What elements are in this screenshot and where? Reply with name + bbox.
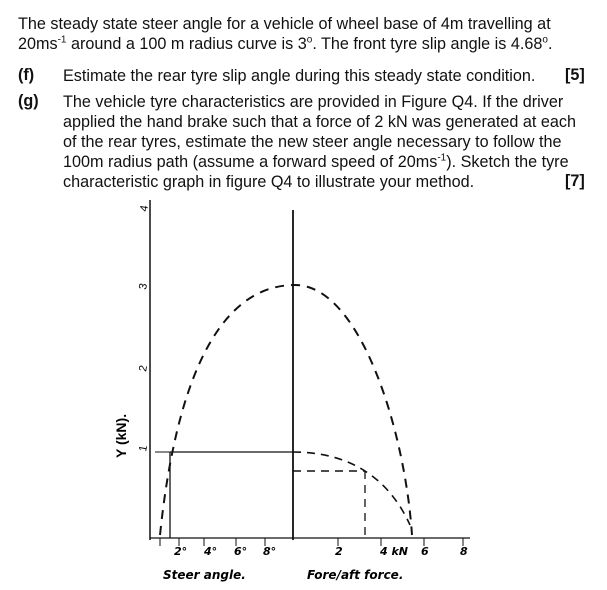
question-g-label: (g) [18, 92, 39, 110]
y-axis-label: Y (kN). [113, 413, 129, 458]
question-f-marks: [5] [565, 66, 585, 84]
question-g-line-1: The vehicle tyre characteristics are provided in Figure Q4. If the driver [63, 93, 564, 111]
steer-tick-2: 2° [174, 545, 188, 558]
y-tick-1: 1 [137, 444, 151, 453]
fore-aft-force-label: Fore/aft force. [307, 568, 404, 582]
force-tick-8: 8 [460, 545, 468, 558]
y-tick-3: 3 [137, 282, 151, 291]
force-tick-2: 2 [335, 545, 343, 558]
question-g-line-2: applied the hand brake such that a force of 2 kN was generated at each [63, 113, 576, 131]
steer-tick-4: 4° [204, 545, 218, 558]
question-g-line-4: 100m radius path (assume a forward speed of $20ms^{-1}$). Sketch the tyre [63, 152, 569, 171]
question-g-marks: [7] [565, 172, 585, 190]
steer-tick-6: 6° [234, 545, 248, 558]
question-g-text [63, 92, 593, 192]
tyre-characteristic-figure [0, 190, 607, 590]
lateral-force-curve [293, 452, 410, 525]
question-g-line-3: of the rear tyres, estimate the new steer angle necessary to follow the [63, 133, 562, 151]
force-tick-4: 4 kN [380, 545, 409, 558]
steer-angle-label: Steer angle. [163, 568, 246, 582]
steer-tick-8: 8° [263, 545, 277, 558]
force-tick-6: 6 [421, 545, 429, 558]
question-g-line-5: characteristic graph in figure Q4 to illustrate your method. [63, 173, 475, 191]
friction-ellipse-curve [160, 285, 412, 535]
intro-paragraph [18, 14, 593, 54]
y-tick-4: 4 [138, 204, 152, 213]
intro-line-1: The steady state steer angle for a vehicle of wheel base of 4m travelling at [18, 15, 551, 33]
question-f-label: (f) [18, 66, 35, 84]
intro-line-2: $20ms^{-1}$ around a 100 m radius curve is 3$^o$. The front tyre slip angle is 4.68$^o$. [18, 34, 553, 53]
question-f-text: Estimate the rear tyre slip angle during this steady state condition. [63, 67, 536, 85]
y-tick-2: 2 [137, 364, 151, 373]
